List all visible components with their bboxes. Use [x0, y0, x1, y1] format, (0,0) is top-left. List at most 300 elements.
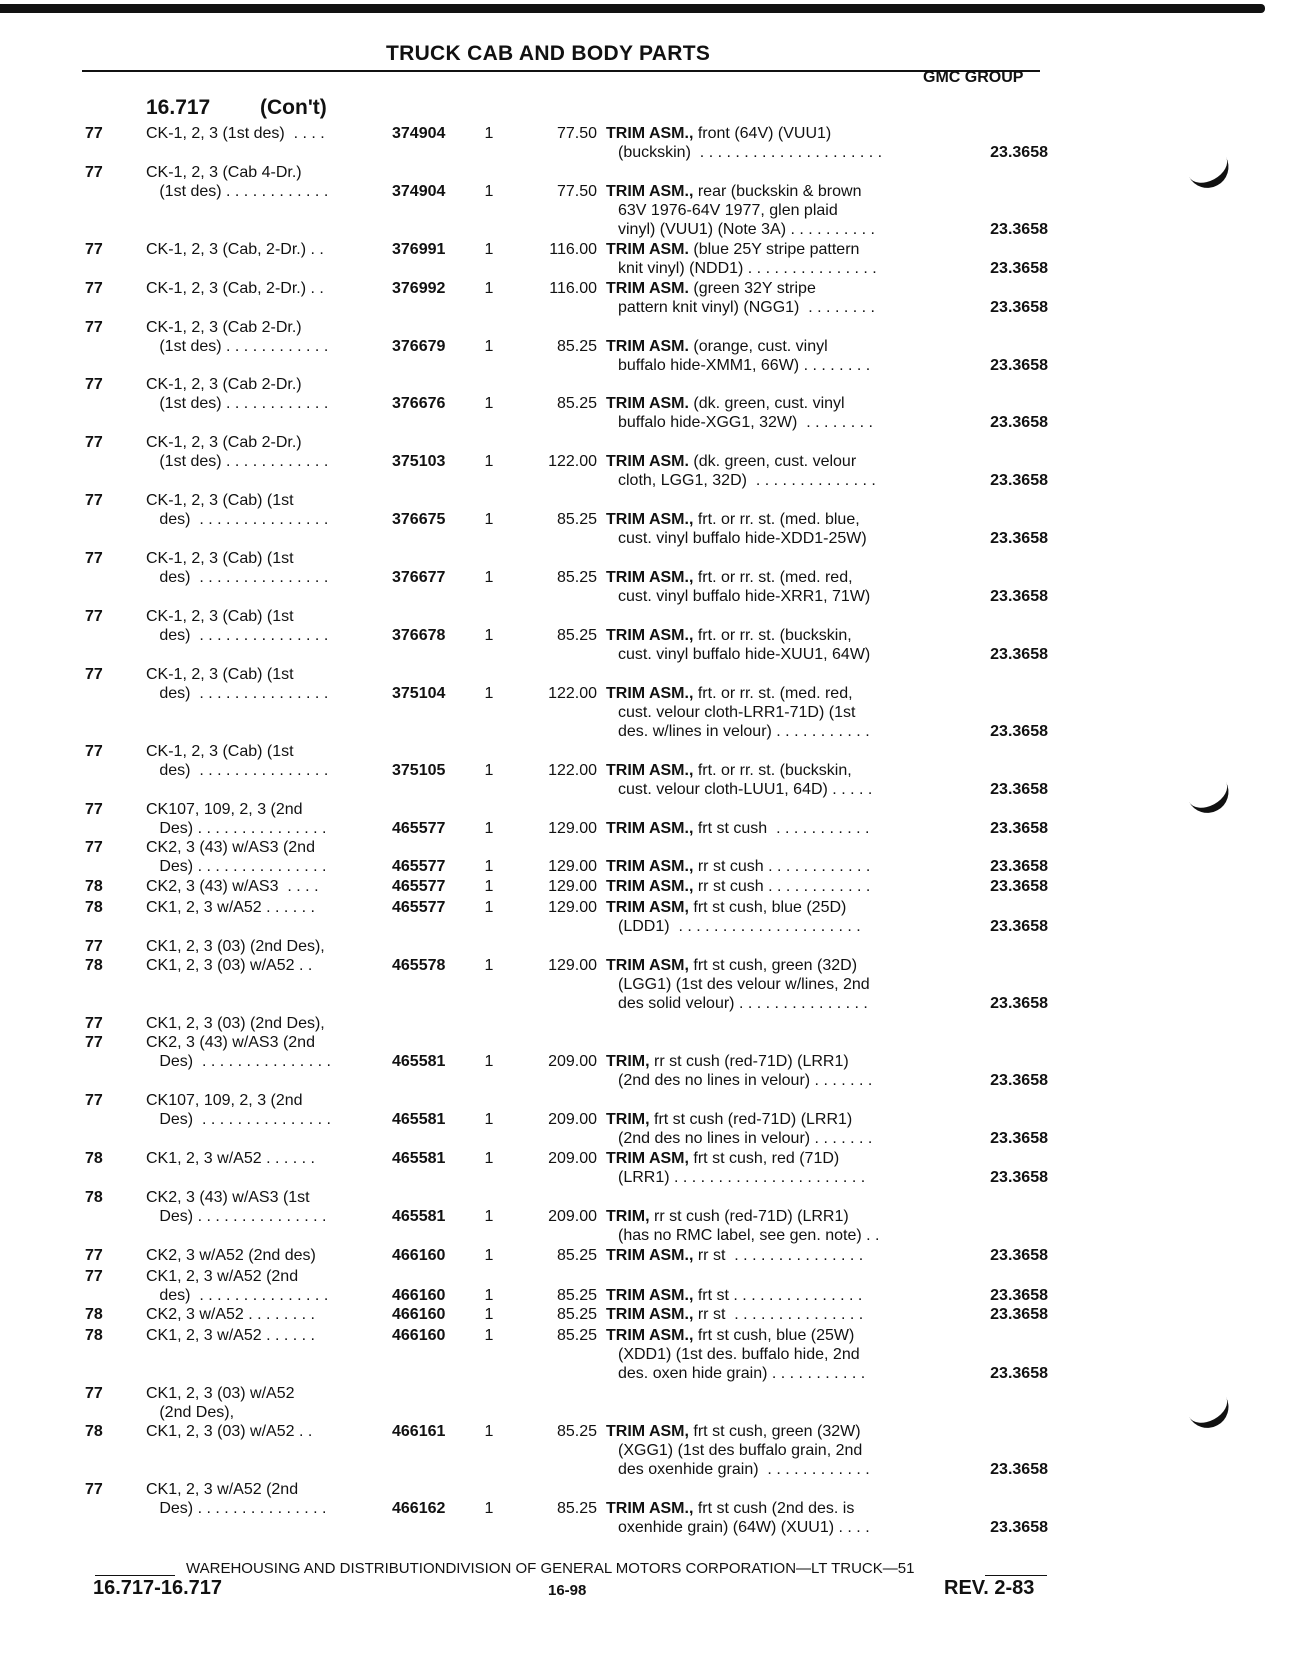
item-name: TRIM ASM., — [606, 569, 694, 586]
part-number: 374904 — [392, 125, 446, 142]
description-first-line — [606, 124, 936, 143]
group-number: 23.3658 — [990, 1519, 1048, 1537]
description — [606, 1110, 936, 1148]
quantity: 1 — [484, 1423, 494, 1441]
model-application — [146, 1246, 366, 1265]
group-number: 23.3658 — [990, 645, 1048, 663]
group-number: 23.3658 — [990, 918, 1048, 936]
description-text: frt. or rr. st. (med. red, — [693, 684, 853, 702]
description-line: des. w/lines in velour) . . . . . . . . . . . — [618, 722, 870, 740]
price: 85.25 — [556, 1500, 597, 1518]
table-row — [0, 1188, 1291, 1245]
price: 129.00 — [548, 957, 597, 975]
description-text: rr st cush (red-71D) (LRR1) — [649, 1207, 849, 1225]
quantity: 1 — [484, 395, 494, 413]
description-text: front (64V) (VUU1) — [693, 125, 832, 142]
description — [606, 1422, 936, 1479]
description — [606, 452, 936, 490]
model-line: CK-1, 2, 3 (1st des) . . . . — [146, 125, 325, 142]
group-number: 23.3658 — [990, 144, 1048, 161]
price: 116.00 — [549, 279, 597, 297]
model-year: 77 — [85, 1481, 103, 1499]
part-number: 465577 — [392, 819, 446, 837]
model-line: CK107, 109, 2, 3 (2nd — [146, 1091, 303, 1109]
item-name: TRIM ASM., — [606, 1286, 694, 1304]
model-line: Des) . . . . . . . . . . . . . . . — [146, 1110, 331, 1128]
description-line: oxenhide grain) (64W) (XUU1) . . . . — [618, 1519, 870, 1537]
description-line: pattern knit vinyl) (NGG1) . . . . . . . . — [618, 298, 875, 316]
price: 209.00 — [548, 1053, 597, 1070]
table-row — [0, 124, 1291, 162]
part-number: 376679 — [392, 337, 446, 355]
description-line: buffalo hide-XGG1, 32W) . . . . . . . . — [618, 414, 873, 432]
model-line: des) . . . . . . . . . . . . . . . — [146, 684, 329, 702]
description-line: vinyl) (VUU1) (Note 3A) . . . . . . . . . . — [618, 220, 875, 238]
quantity: 1 — [484, 878, 494, 896]
description-line: (XGG1) (1st des buffalo grain, 2nd — [618, 1442, 863, 1460]
model-year: 78 — [85, 899, 103, 917]
model-application — [146, 1188, 366, 1226]
parts-list — [0, 124, 1291, 1538]
group-number: 23.3658 — [990, 1286, 1048, 1304]
model-line: CK2, 3 (43) w/AS3 . . . . — [146, 878, 319, 896]
table-row — [0, 318, 1291, 375]
description-line: cloth, LGG1, 32D) . . . . . . . . . . . . . . — [618, 472, 876, 490]
group-number: 23.3658 — [990, 995, 1048, 1013]
description-line: cust. vinyl buffalo hide-XRR1, 71W) — [618, 588, 871, 605]
table-row — [0, 1246, 1291, 1266]
description-line: cust. velour cloth-LUU1, 64D) . . . . . — [618, 780, 873, 798]
item-name: TRIM ASM, — [606, 1423, 689, 1441]
description-text: frt st cush (red-71D) (LRR1) — [649, 1110, 853, 1128]
table-row — [0, 607, 1291, 664]
model-line: Des) . . . . . . . . . . . . . . . — [146, 1053, 331, 1070]
description-text: rr st . . . . . . . . . . . . . . . — [693, 1246, 864, 1264]
model-application — [146, 1480, 366, 1518]
description — [606, 1246, 936, 1265]
description — [606, 1326, 936, 1383]
description-first-line — [606, 1499, 936, 1518]
model-line: CK1, 2, 3 w/A52 . . . . . . — [146, 1149, 315, 1167]
table-row — [0, 937, 1291, 1013]
model-year: 77 78 — [85, 1385, 103, 1441]
description-text: (dk. green, cust. vinyl — [688, 395, 845, 413]
header-rule — [82, 70, 1040, 72]
description-first-line — [606, 1326, 936, 1345]
item-name: TRIM ASM, — [606, 899, 689, 917]
description — [606, 898, 936, 936]
item-name: TRIM ASM., — [606, 626, 694, 644]
part-number: 376676 — [392, 395, 446, 413]
model-line: CK1, 2, 3 w/A52 . . . . . . — [146, 899, 315, 917]
model-year: 77 — [85, 318, 103, 336]
quantity: 1 — [484, 279, 494, 297]
description-text: frt st cush, red (71D) — [688, 1149, 840, 1167]
quantity: 1 — [484, 1149, 494, 1167]
model-application — [146, 898, 366, 917]
section-continued: (Con't) — [260, 96, 327, 119]
quantity: 1 — [484, 761, 494, 779]
quantity: 1 — [484, 1327, 494, 1345]
table-row — [0, 279, 1291, 317]
description-line: cust. velour cloth-LRR1-71D) (1st — [618, 703, 856, 721]
model-application — [146, 665, 366, 703]
table-row — [0, 838, 1291, 876]
part-number: 374904 — [392, 182, 446, 200]
model-line: CK1, 2, 3 (03) w/A52 — [146, 1385, 295, 1403]
model-year: 78 — [85, 1149, 103, 1167]
group-column-label: GMC GROUP — [923, 69, 1024, 86]
description — [606, 684, 936, 741]
model-line: CK2, 3 (43) w/AS3 (1st — [146, 1188, 310, 1206]
group-number: 23.3658 — [990, 220, 1048, 238]
model-application — [146, 491, 366, 529]
price: 85.25 — [556, 395, 597, 413]
description — [606, 394, 936, 432]
group-number: 23.3658 — [990, 1129, 1048, 1147]
model-line: des) . . . . . . . . . . . . . . . — [146, 511, 329, 529]
part-number: 465581 — [392, 1149, 446, 1167]
table-row — [0, 549, 1291, 606]
quantity: 1 — [484, 899, 494, 917]
model-year: 77 — [85, 742, 103, 760]
description — [606, 1305, 936, 1324]
model-application — [146, 279, 366, 298]
table-row — [0, 1305, 1291, 1325]
part-number: 465577 — [392, 899, 446, 917]
model-line: CK-1, 2, 3 (Cab 4-Dr.) — [146, 163, 302, 181]
description-line: cust. vinyl buffalo hide-XUU1, 64W) — [618, 645, 871, 663]
description-first-line — [606, 857, 936, 876]
description — [606, 1499, 936, 1537]
part-number: 466160 — [392, 1286, 446, 1304]
model-line: CK-1, 2, 3 (Cab, 2-Dr.) . . — [146, 240, 324, 258]
description-text: (orange, cust. vinyl — [688, 337, 828, 355]
model-year: 78 — [85, 878, 103, 896]
table-row — [0, 1014, 1291, 1090]
table-row — [0, 1480, 1291, 1537]
group-number: 23.3658 — [990, 1365, 1048, 1383]
model-line: CK-1, 2, 3 (Cab) (1st — [146, 742, 294, 760]
model-application — [146, 1267, 366, 1305]
model-application — [146, 1149, 366, 1168]
item-name: TRIM ASM. — [606, 453, 689, 471]
table-row — [0, 163, 1291, 239]
model-line: (1st des) . . . . . . . . . . . . — [146, 395, 329, 413]
model-application — [146, 742, 366, 780]
model-application — [146, 1326, 366, 1345]
footer-section-range: 16.717-16.717 — [93, 1577, 223, 1599]
part-number: 375105 — [392, 761, 446, 779]
description-text: (blue 25Y stripe pattern — [688, 240, 860, 258]
model-application — [146, 877, 366, 896]
description — [606, 182, 936, 239]
description — [606, 337, 936, 375]
table-row — [0, 240, 1291, 278]
description-first-line — [606, 452, 936, 471]
model-line: des) . . . . . . . . . . . . . . . — [146, 626, 329, 644]
model-line: CK-1, 2, 3 (Cab) (1st — [146, 607, 294, 625]
description-text: (green 32Y stripe — [688, 279, 816, 297]
item-name: TRIM ASM., — [606, 1327, 694, 1345]
group-number: 23.3658 — [990, 356, 1048, 374]
model-year: 77 — [85, 607, 103, 625]
description — [606, 1286, 936, 1305]
item-name: TRIM ASM., — [606, 878, 694, 896]
section-number: 16.717 — [146, 96, 211, 119]
description-line: (LGG1) (1st des velour w/lines, 2nd — [618, 976, 870, 994]
item-name: TRIM ASM. — [606, 337, 689, 355]
model-line: CK-1, 2, 3 (Cab) (1st — [146, 550, 294, 567]
description-line: (LDD1) . . . . . . . . . . . . . . . . . . . . . — [618, 918, 861, 936]
description-first-line — [606, 684, 936, 703]
model-year: 78 — [85, 1188, 103, 1206]
model-year: 77 — [85, 125, 103, 142]
model-year: 77 — [85, 665, 103, 683]
description-line: (XDD1) (1st des. buffalo hide, 2nd — [618, 1346, 860, 1364]
price: 77.50 — [556, 182, 597, 200]
table-row — [0, 800, 1291, 838]
price: 116.00 — [549, 240, 597, 258]
part-number: 465581 — [392, 1110, 446, 1128]
model-line: CK2, 3 (43) w/AS3 (2nd — [146, 1034, 315, 1051]
description-first-line — [606, 819, 936, 838]
description-line: 63V 1976-64V 1977, glen plaid — [618, 201, 838, 219]
quantity: 1 — [484, 240, 494, 258]
group-number: 23.3658 — [990, 780, 1048, 798]
model-application — [146, 549, 366, 587]
item-name: TRIM ASM., — [606, 1306, 694, 1324]
model-line: des) . . . . . . . . . . . . . . . — [146, 569, 329, 586]
description-first-line — [606, 182, 936, 201]
quantity: 1 — [484, 182, 494, 200]
model-line: Des) . . . . . . . . . . . . . . . — [146, 1207, 327, 1225]
description-text: rr st cush (red-71D) (LRR1) — [649, 1053, 849, 1070]
item-name: TRIM ASM., — [606, 125, 694, 142]
description-text: frt. or rr. st. (med. red, — [693, 569, 853, 586]
model-line: CK2, 3 w/A52 (2nd des) — [146, 1246, 316, 1264]
quantity: 1 — [484, 453, 494, 471]
model-line: des) . . . . . . . . . . . . . . . — [146, 761, 329, 779]
footer-revision: REV. 2-83 — [944, 1577, 1035, 1599]
model-application — [146, 1091, 366, 1129]
item-name: TRIM, — [606, 1110, 650, 1128]
table-row — [0, 1267, 1291, 1305]
model-application — [146, 240, 366, 259]
quantity: 1 — [484, 1306, 494, 1324]
item-name: TRIM ASM., — [606, 1500, 694, 1518]
part-number: 466160 — [392, 1246, 446, 1264]
model-line: CK-1, 2, 3 (Cab 2-Dr.) — [146, 434, 302, 452]
model-line: CK1, 2, 3 (03) w/A52 . . — [146, 1423, 313, 1441]
part-number: 466160 — [392, 1306, 446, 1324]
model-year: 78 — [85, 1306, 103, 1324]
part-number: 376992 — [392, 279, 446, 297]
description-first-line — [606, 877, 936, 896]
table-row — [0, 433, 1291, 490]
quantity: 1 — [484, 684, 494, 702]
description-line: des oxenhide grain) . . . . . . . . . . . . — [618, 1461, 870, 1479]
table-row — [0, 491, 1291, 548]
table-row — [0, 877, 1291, 897]
description-first-line — [606, 1110, 936, 1129]
description — [606, 956, 936, 1013]
quantity: 1 — [484, 1207, 494, 1225]
description-line: buffalo hide-XMM1, 66W) . . . . . . . . — [618, 356, 871, 374]
description-text: frt st cush, green (32W) — [688, 1423, 861, 1441]
model-line: CK1, 2, 3 w/A52 (2nd — [146, 1267, 299, 1285]
item-name: TRIM ASM., — [606, 858, 694, 876]
description-line: (2nd des no lines in velour) . . . . . . . — [618, 1072, 873, 1089]
quantity: 1 — [484, 125, 494, 142]
model-line: CK-1, 2, 3 (Cab, 2-Dr.) . . — [146, 279, 324, 297]
part-number: 466161 — [392, 1423, 446, 1441]
model-year: 77 — [85, 434, 103, 452]
group-number: 23.3658 — [990, 414, 1048, 432]
group-number: 23.3658 — [990, 878, 1048, 896]
group-number: 23.3658 — [990, 472, 1048, 490]
model-application — [146, 1384, 366, 1441]
description-text: frt. or rr. st. (buckskin, — [693, 626, 852, 644]
model-line: (2nd Des), — [146, 1404, 235, 1422]
table-row — [0, 898, 1291, 936]
quantity: 1 — [484, 819, 494, 837]
model-year: 77 — [85, 839, 103, 857]
part-number: 376675 — [392, 511, 446, 529]
table-row — [0, 742, 1291, 799]
model-year: 77 — [85, 492, 103, 510]
price: 122.00 — [548, 453, 597, 471]
model-line: Des) . . . . . . . . . . . . . . . — [146, 819, 327, 837]
model-line: des) . . . . . . . . . . . . . . . — [146, 1286, 329, 1304]
quantity: 1 — [484, 1053, 494, 1070]
quantity: 1 — [484, 1110, 494, 1128]
group-number: 23.3658 — [990, 1168, 1048, 1186]
item-name: TRIM ASM, — [606, 1149, 689, 1167]
description-first-line — [606, 568, 936, 587]
description — [606, 124, 936, 162]
model-year: 77 — [85, 163, 103, 181]
model-line: CK1, 2, 3 w/A52 . . . . . . — [146, 1327, 315, 1345]
part-number: 465577 — [392, 878, 446, 896]
model-line: (1st des) . . . . . . . . . . . . — [146, 337, 329, 355]
item-name: TRIM ASM, — [606, 957, 689, 975]
description-text: frt st cush, blue (25D) — [688, 899, 847, 917]
model-line: CK1, 2, 3 (03) w/A52 . . — [146, 957, 313, 975]
price: 122.00 — [548, 684, 597, 702]
model-application — [146, 800, 366, 838]
description — [606, 510, 936, 548]
item-name: TRIM ASM., — [606, 819, 694, 837]
model-application — [146, 163, 366, 201]
description — [606, 626, 936, 664]
description — [606, 240, 936, 278]
description-text: rr st . . . . . . . . . . . . . . . — [693, 1306, 864, 1324]
model-year: 77 78 — [85, 938, 103, 975]
description-first-line — [606, 510, 936, 529]
item-name: TRIM ASM., — [606, 684, 694, 702]
price: 129.00 — [548, 819, 597, 837]
description-first-line — [606, 1305, 936, 1324]
item-name: TRIM ASM., — [606, 182, 694, 200]
group-number: 23.3658 — [990, 1246, 1048, 1264]
description-first-line — [606, 898, 936, 917]
description-text: frt. or rr. st. (med. blue, — [693, 511, 860, 529]
part-number: 465581 — [392, 1207, 446, 1225]
part-number: 465577 — [392, 858, 446, 876]
group-number: 23.3658 — [990, 1306, 1048, 1324]
model-year: 78 — [85, 1327, 103, 1345]
table-row — [0, 1091, 1291, 1148]
description — [606, 1149, 936, 1187]
page-title: TRUCK CAB AND BODY PARTS — [386, 42, 711, 65]
quantity: 1 — [484, 858, 494, 876]
price: 209.00 — [548, 1110, 597, 1128]
description-text: frt st cush, green (32D) — [688, 957, 858, 975]
group-number: 23.3658 — [990, 1072, 1048, 1089]
price: 129.00 — [548, 899, 597, 917]
model-line: CK-1, 2, 3 (Cab 2-Dr.) — [146, 318, 302, 336]
description-line: (LRR1) . . . . . . . . . . . . . . . . . . . . . . — [618, 1168, 866, 1186]
description — [606, 857, 936, 876]
model-line: CK-1, 2, 3 (Cab 2-Dr.) — [146, 376, 302, 394]
model-year: 77 — [85, 1091, 103, 1109]
model-line: CK1, 2, 3 w/A52 (2nd — [146, 1481, 299, 1499]
group-number: 23.3658 — [990, 722, 1048, 740]
group-number: 23.3658 — [990, 588, 1048, 605]
model-year: 77 — [85, 800, 103, 818]
group-number: 23.3658 — [990, 1461, 1048, 1479]
description-line: knit vinyl) (NDD1) . . . . . . . . . . . . . . . — [618, 259, 877, 277]
top-border — [0, 4, 1265, 13]
model-year: 77 — [85, 240, 103, 258]
price: 209.00 — [548, 1207, 597, 1225]
item-name: TRIM ASM. — [606, 240, 689, 258]
model-line: (1st des) . . . . . . . . . . . . — [146, 182, 329, 200]
description-line: (2nd des no lines in velour) . . . . . . . — [618, 1129, 873, 1147]
description-first-line — [606, 1149, 936, 1168]
footer-rule-right — [985, 1575, 1047, 1576]
table-row — [0, 1149, 1291, 1187]
description-line: des. oxen hide grain) . . . . . . . . . . . — [618, 1365, 866, 1383]
price: 122.00 — [548, 761, 597, 779]
part-number: 465581 — [392, 1053, 446, 1070]
model-year: 77 — [85, 1267, 103, 1285]
model-line: CK2, 3 w/A52 . . . . . . . . — [146, 1306, 315, 1324]
description-text: frt st . . . . . . . . . . . . . . . — [693, 1286, 863, 1304]
description — [606, 1207, 936, 1245]
price: 77.50 — [556, 125, 597, 142]
model-line: CK-1, 2, 3 (Cab) (1st — [146, 665, 294, 683]
part-number: 466160 — [392, 1327, 446, 1345]
part-number: 375103 — [392, 453, 446, 471]
group-number: 23.3658 — [990, 819, 1048, 837]
description — [606, 279, 936, 317]
model-application — [146, 1014, 366, 1071]
description-line: (has no RMC label, see gen. note) . . — [618, 1226, 880, 1244]
description-first-line — [606, 1286, 936, 1305]
model-application — [146, 1305, 366, 1324]
price: 85.25 — [556, 1327, 597, 1345]
item-name: TRIM ASM. — [606, 395, 689, 413]
description-text: frt st cush . . . . . . . . . . . — [693, 819, 870, 837]
description-text: rear (buckskin & brown — [693, 182, 862, 200]
description-first-line — [606, 337, 936, 356]
footer-page-number: 16-98 — [548, 1582, 587, 1599]
price: 85.25 — [556, 1246, 597, 1264]
description — [606, 877, 936, 896]
item-name: TRIM ASM., — [606, 761, 694, 779]
